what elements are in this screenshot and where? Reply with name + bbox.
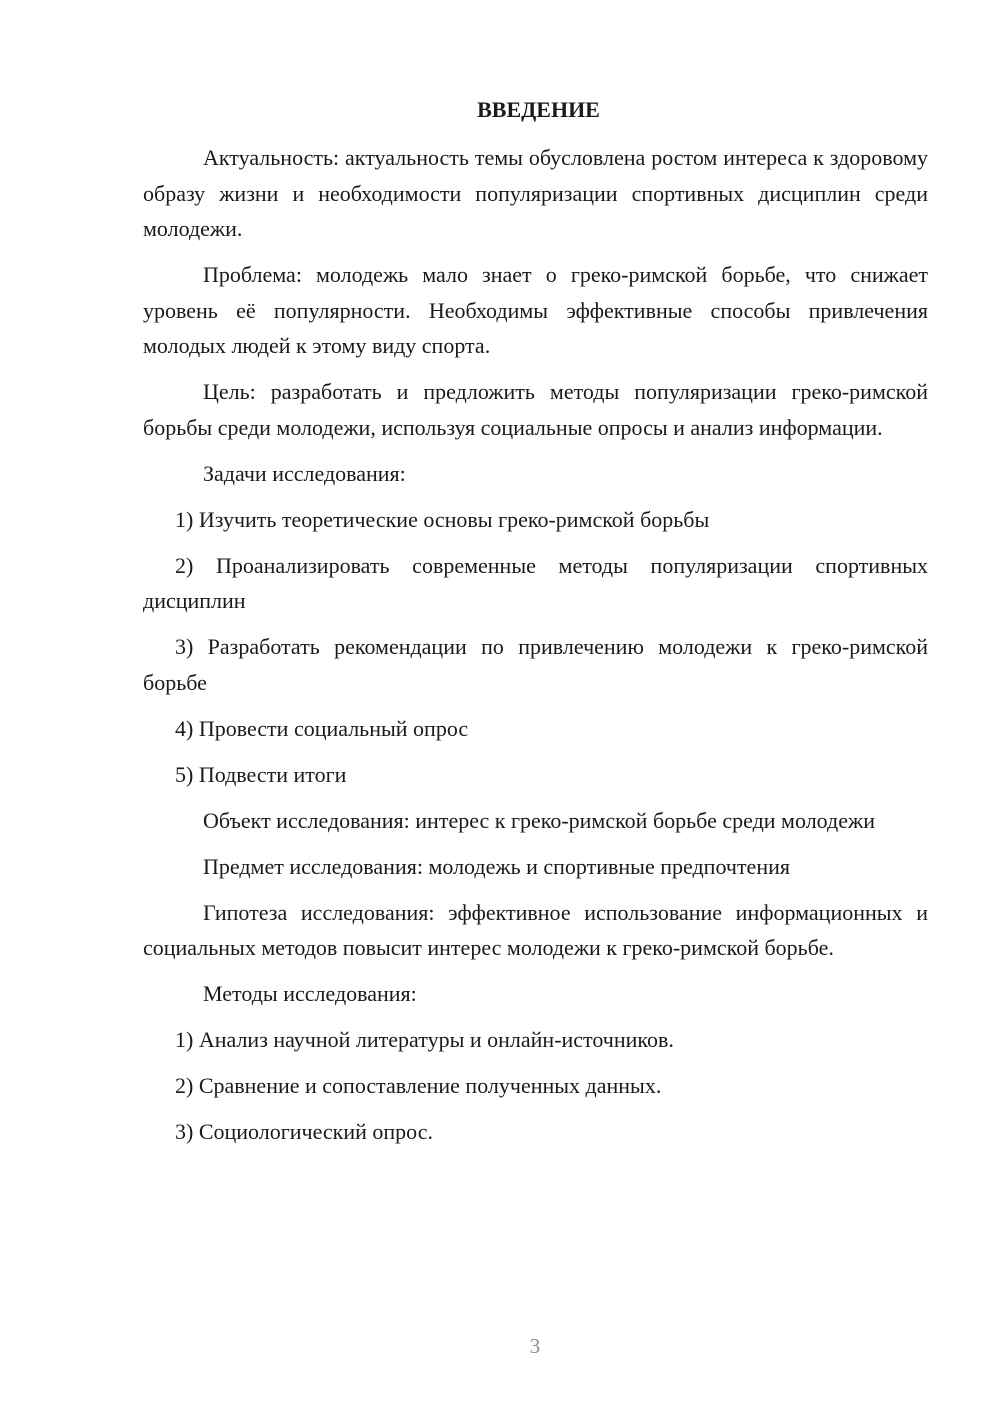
- task-item: 2) Проанализировать современные методы популяризации спортивных дисциплин: [143, 552, 928, 613]
- method-item: 3) Социологический опрос.: [175, 1119, 433, 1144]
- method-item: 2) Сравнение и сопоставление полученных данных.: [175, 1073, 662, 1098]
- page-number: 3: [529, 1334, 541, 1358]
- hypothesis-paragraph: Гипотеза исследования: эффективное использование информационных и социальных методов повысит интерес молодежи к греко-римской борьбе.: [143, 899, 928, 960]
- goal-paragraph: Цель: разработать и предложить методы популяризации греко-римской борьбы среди молодежи, используя социальные опросы и анализ информации.: [143, 379, 928, 440]
- method-item: 1) Анализ научной литературы и онлайн-источников.: [175, 1027, 674, 1052]
- task-item: 5) Подвести итоги: [175, 761, 347, 787]
- subject-paragraph: Предмет исследования: молодежь и спортивные предпочтения: [203, 853, 790, 879]
- methods-label: Методы исследования:: [203, 981, 417, 1006]
- relevance-paragraph: Актуальность: актуальность темы обусловлена ростом интереса к здоровому образу жизни и необходимости популяризации спортивных дисциплин среди молодежи.: [143, 145, 928, 241]
- section-heading: ВВЕДЕНИЕ: [477, 97, 600, 122]
- problem-paragraph: Проблема: молодежь мало знает о греко-римской борьбе, что снижает уровень её популярности. Необходимы эффективные способы привлечения молодых людей к этому виду спорта.: [143, 262, 928, 358]
- tasks-label: Задачи исследования:: [203, 460, 406, 486]
- object-paragraph: Объект исследования: интерес к греко-римской борьбе среди молодежи: [203, 807, 875, 833]
- task-item: 4) Провести социальный опрос: [175, 715, 469, 741]
- task-item: 3) Разработать рекомендации по привлечению молодежи к греко-римской борьбе: [143, 634, 928, 695]
- document-page: [143, 92, 928, 1160]
- task-item: 1) Изучить теоретические основы греко-римской борьбы: [175, 506, 710, 532]
